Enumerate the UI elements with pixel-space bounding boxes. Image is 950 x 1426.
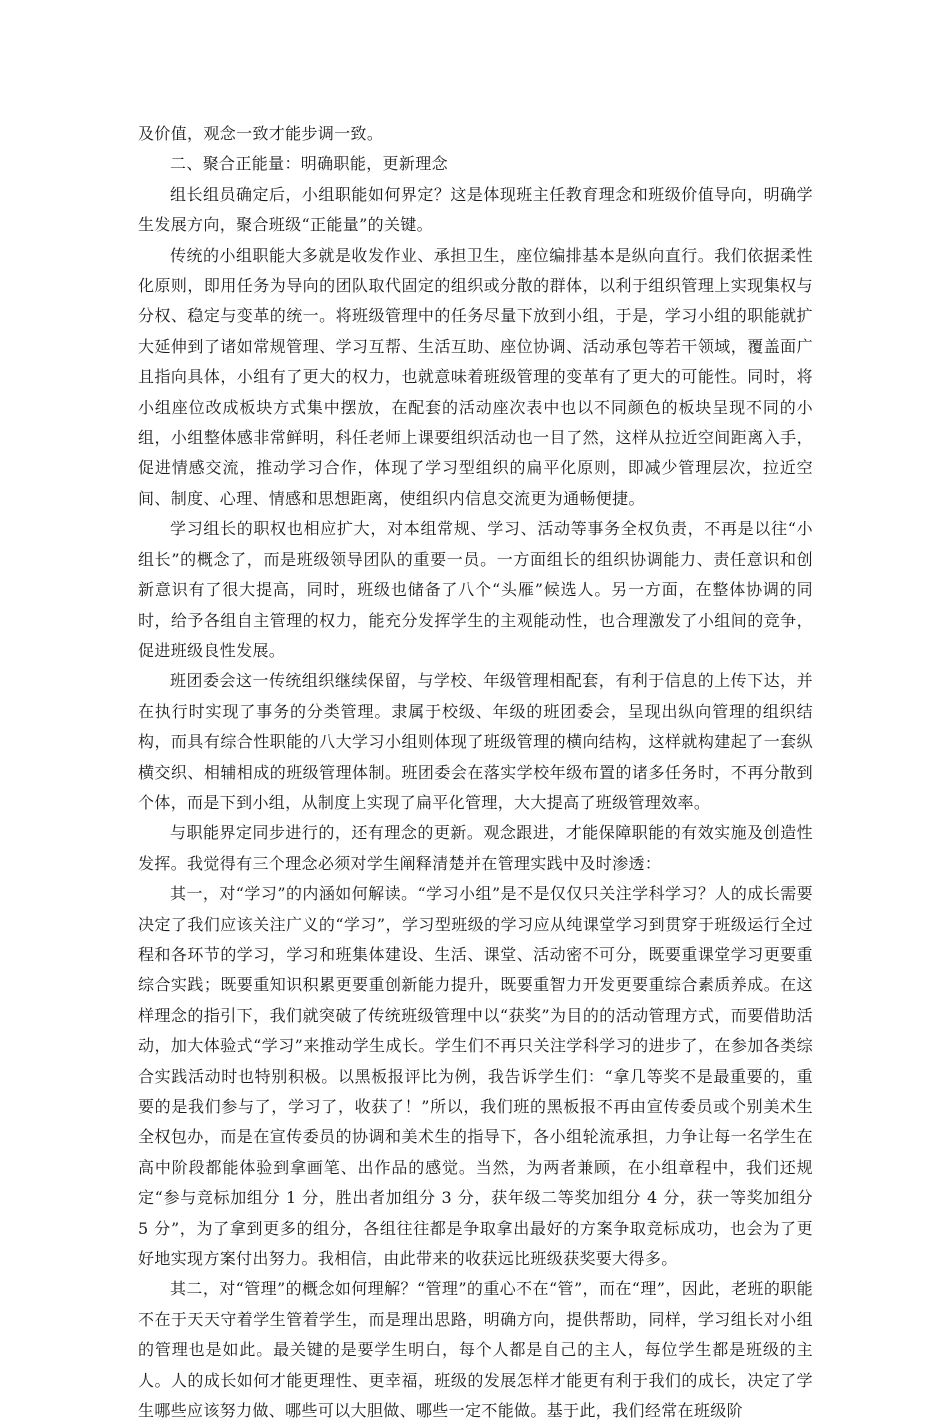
paragraph-7: 与职能界定同步进行的，还有理念的更新。观念跟进，才能保障职能的有效实施及创造性发挥。我觉得有三个理念必须对学生阐释清楚并在管理实践中及时渗透： <box>138 823 813 873</box>
document-body <box>138 119 813 1426</box>
paragraph-1: 及价值，观念一致才能步调一致。 <box>138 124 384 143</box>
paragraph-3: 组长组员确定后，小组职能如何界定？这是体现班主任教育理念和班级价值导向，明确学生发展方向，聚合班级“正能量”的关键。 <box>138 184 813 235</box>
paragraph-4: 传统的小组职能大多就是收发作业、承担卫生，座位编排基本是纵向直行。我们依据柔性化原则，即用任务为导向的团队取代固定的组织或分散的群体，以利于组织管理上实现集权与分权、稳定与变革的统一。将班级管理中的任务尽量下放到小组，于是，学习小组的职能就扩大延伸到了诸如常规管理、学习互帮、生活互助、座位协调、活动承包等若干领域，覆盖面广且指向具体，小组有了更大的权力，也就意味着班级管理的变革有了更大的可能性。同时，将小组座位改成板块方式集中摆放，在配套的活动座次表中也以不同颜色的板块呈现不同的小组，小组整体感非常鲜明，科任老师上课要组织活动也一目了然，这样从拉近空间距离入手，促进情感交流，推动学习合作，体现了学习型组织的扁平化原则，即减少管理层次，拉近空间、制度、心理、情感和思想距离，使组织内信息交流更为通畅便捷。 <box>138 245 813 508</box>
paragraph-6: 班团委会这一传统组织继续保留，与学校、年级管理相配套，有利于信息的上传下达，并在执行时实现了事务的分类管理。隶属于校级、年级的班团委会，呈现出纵向管理的组织结构，而具有综合性职能的八大学习小组则体现了班级管理的横向结构，这样就构建起了一套纵横交织、相辅相成的班级管理体制。班团委会在落实学校年级布置的诸多任务时，不再分散到个体，而是下到小组，从制度上实现了扁平化管理，大大提高了班级管理效率。 <box>138 671 813 812</box>
paragraph-5: 学习组长的职权也相应扩大，对本组常规、学习、活动等事务全权负责，不再是以往“小组长”的概念了，而是班级领导团队的重要一员。一方面组长的组织协调能力、责任意识和创新意识有了很大提高，同时，班级也储备了八个“头雁”候选人。另一方面，在整体协调的同时，给予各组自主管理的权力，能充分发挥学生的主观能动性，也合理激发了小组间的竞争，促进班级良性发展。 <box>138 519 813 660</box>
section-heading: 二、聚合正能量：明确职能，更新理念 <box>170 154 448 174</box>
paragraph-9: 其二，对“管理”的概念如何理解？“管理”的重心不在“管”，而在“理”，因此，老班的职能不在于天天守着学生管着学生，而是理出思路，明确方向，提供帮助，同样，学习组长对小组的管理也是如此。最关键的是要学生明白，每个人都是自己的主人，每位学生都是班级的主人。人的成长如何才能更理性、更幸福，班级的发展怎样才能更有利于我们的成长，决定了学生哪些应该努力做、哪些可以大胆做、哪些一定不能做。基于此，我们经常在班级阶 <box>138 1279 813 1421</box>
paragraph-8: 其一，对“学习”的内涵如何解读。“学习小组”是不是仅仅只关注学科学习？人的成长需要决定了我们应该关注广义的“学习”，学习型班级的学习应从纯课堂学习到贯穿于班级运行全过程和各环节的学习，学习和班集体建设、生活、课堂、活动密不可分，既要重课堂学习更要重综合实践；既要重知识积累更要重创新能力提升，既要重智力开发更要重综合素质养成。在这样理念的指引下，我们就突破了传统班级管理中以“获奖”为目的的活动管理方式，而要借助活动，加大体验式“学习”来推动学生成长。学生们不再只关注学科学习的进步了，在参加各类综合实践活动时也特别积极。以黑板报评比为例，我告诉学生们：“拿几等奖不是最重要的，重要的是我们参与了，学习了，收获了！”所以，我们班的黑板报不再由宣传委员或个别美术生全权包办，而是在宣传委员的协调和美术生的指导下，各小组轮流承担，力争让每一名学生在高中阶段都能体验到拿画笔、出作品的感觉。当然，为两者兼顾，在小组章程中，我们还规定“参与竞标加组分 1 分，胜出者加组分 3 分，获年级二等奖加组分 4 分，获一等奖加组分 5 分”，为了拿到更多的组分，各组往往都是争取拿出最好的方案争取竞标成功，也会为了更好地实现方案付出努力。我相信，由此带来的收获远比班级获奖要大得多。 <box>138 884 813 1269</box>
